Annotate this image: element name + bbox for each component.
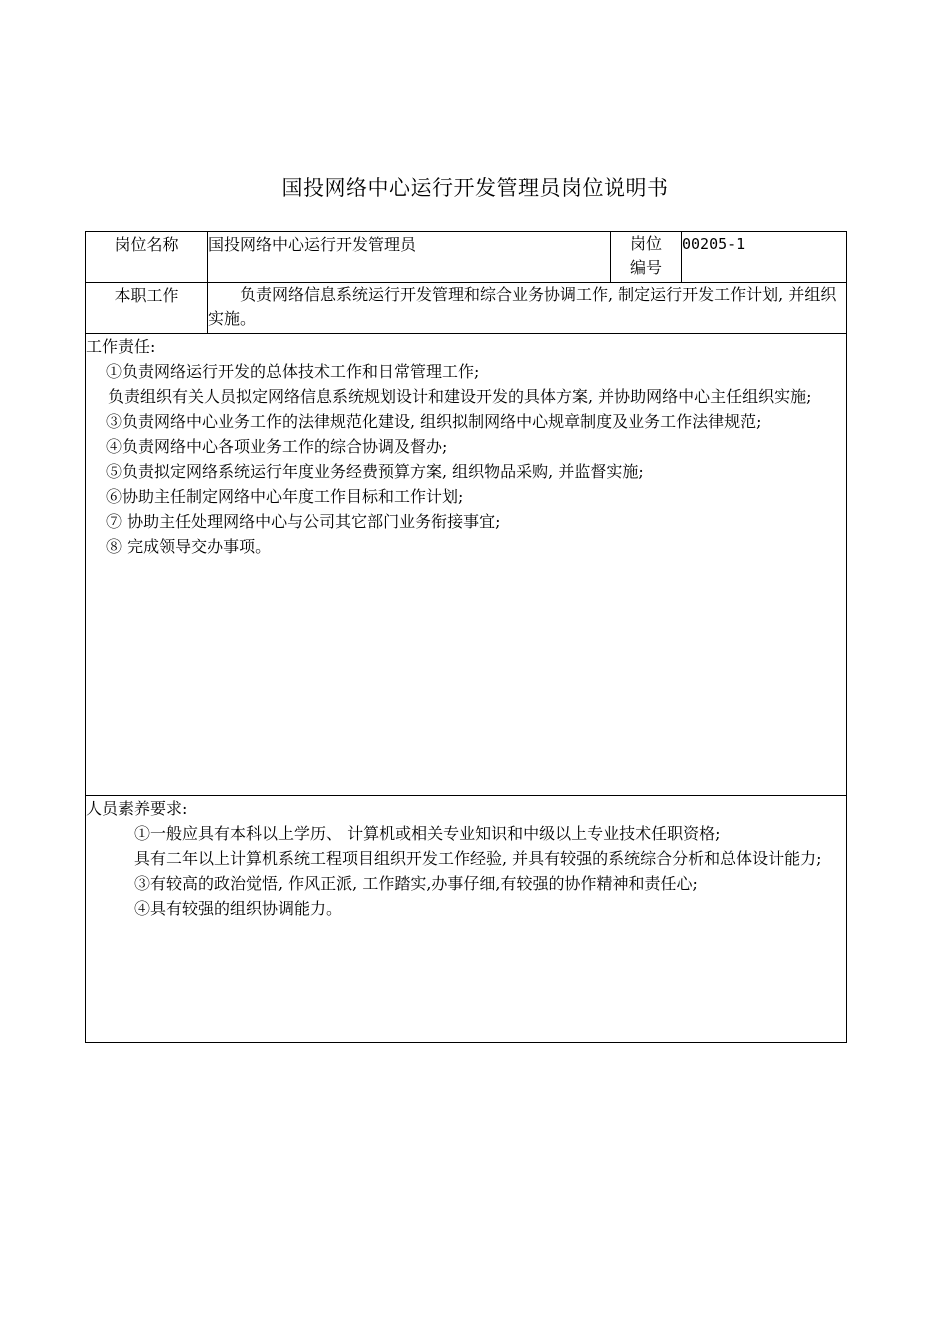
position-code-value: 00205-1	[682, 232, 847, 283]
position-name-label: 岗位名称	[86, 232, 208, 283]
responsibility-item-5: ⑤负责拟定网络系统运行年度业务经费预算方案, 组织物品采购, 并监督实施;	[106, 462, 644, 481]
job-summary-value: 负责网络信息系统运行开发管理和综合业务协调工作, 制定运行开发工作计划, 并组织实施。	[208, 283, 847, 334]
responsibility-item-1: ①负责网络运行开发的总体技术工作和日常管理工作;	[106, 362, 480, 381]
responsibility-item-3: ③负责网络中心业务工作的法律规范化建设, 组织拟制网络中心规章制度及业务工作法律规范;	[106, 412, 762, 431]
position-row	[86, 232, 847, 283]
job-summary-row	[86, 283, 847, 334]
responsibility-item-7: ⑦ 协助主任处理网络中心与公司其它部门业务衔接事宜;	[106, 512, 501, 531]
responsibilities-row	[86, 334, 847, 796]
position-code-label-line2: 编号	[629, 258, 662, 277]
responsibilities-heading: 工作责任:	[86, 337, 156, 356]
qualifications-row	[86, 796, 847, 1043]
position-code-label-line1: 岗位	[629, 234, 662, 253]
qualifications-section	[86, 796, 847, 1043]
qualifications-heading: 人员素养要求:	[86, 799, 188, 818]
job-summary-label: 本职工作	[86, 283, 208, 334]
responsibility-item-6: ⑥协助主任制定网络中心年度工作目标和工作计划;	[106, 487, 464, 506]
qualification-item-1: ①一般应具有本科以上学历、 计算机或相关专业知识和中级以上专业技术任职资格;	[134, 824, 721, 843]
position-code-label	[611, 232, 682, 283]
qualification-item-2: 具有二年以上计算机系统工程项目组织开发工作经验, 并具有较强的系统综合分析和总体设计能力;	[134, 849, 822, 868]
qualification-item-4: ④具有较强的组织协调能力。	[134, 899, 343, 918]
responsibilities-section	[86, 334, 847, 796]
responsibility-item-4: ④负责网络中心各项业务工作的综合协调及督办;	[106, 437, 448, 456]
responsibility-item-8: ⑧ 完成领导交办事项。	[106, 537, 272, 556]
responsibility-item-2: 负责组织有关人员拟定网络信息系统规划设计和建设开发的具体方案, 并协助网络中心主任组织实施;	[108, 387, 812, 406]
qualification-item-3: ③有较高的政治觉悟, 作风正派, 工作踏实,办事仔细,有较强的协作精神和责任心;	[134, 874, 698, 893]
position-name-value: 国投网络中心运行开发管理员	[208, 232, 611, 283]
job-description-table	[85, 231, 847, 1043]
document-title: 国投网络中心运行开发管理员岗位说明书	[281, 176, 669, 200]
